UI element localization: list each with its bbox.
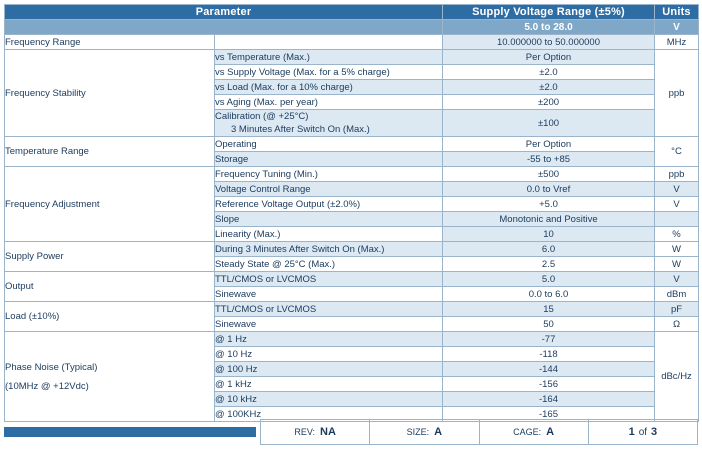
calibration-line2: 3 Minutes After Switch On (Max.): [231, 124, 370, 135]
unit-cell: [655, 212, 699, 227]
sub-cell: @ 100KHz: [215, 407, 443, 422]
header-units: Units: [655, 5, 699, 20]
footer-page: [589, 420, 697, 444]
param-phase-noise: [5, 332, 215, 422]
value-cell: -77: [443, 332, 655, 347]
value-cell: Per Option: [443, 137, 655, 152]
value-cell: 50: [443, 317, 655, 332]
sub-cell: @ 1 Hz: [215, 332, 443, 347]
subheader-supply-voltage-value: 5.0 to 28.0: [443, 20, 655, 35]
value-cell: -118: [443, 347, 655, 362]
value-cell: ±2.0: [443, 65, 655, 80]
specification-table: [4, 4, 699, 422]
footer-fields: [260, 419, 698, 445]
value-cell: 6.0: [443, 242, 655, 257]
cage-value: A: [546, 426, 555, 438]
calibration-line1: Calibration (@ +25°C): [215, 111, 309, 122]
rev-value: NA: [320, 426, 336, 438]
table-row: [5, 242, 699, 257]
table-row: [5, 272, 699, 287]
sub-cell: TTL/CMOS or LVCMOS: [215, 272, 443, 287]
unit-cell: V: [655, 197, 699, 212]
param-load: Load (±10%): [5, 302, 215, 332]
param-frequency-adjustment: Frequency Adjustment: [5, 167, 215, 242]
value-cell: +5.0: [443, 197, 655, 212]
page-current: 1: [628, 426, 635, 438]
unit-cell: V: [655, 272, 699, 287]
spec-sheet: [0, 4, 702, 449]
sub-cell: @ 1 kHz: [215, 377, 443, 392]
footer-cage: [480, 420, 589, 444]
unit-cell: dBm: [655, 287, 699, 302]
table-row: [5, 137, 699, 152]
footer-rev: [261, 420, 370, 444]
sub-cell-calibration: [215, 110, 443, 137]
value-cell: 15: [443, 302, 655, 317]
subheader-blank: [5, 20, 443, 35]
header-parameter: Parameter: [5, 5, 443, 20]
unit-cell: °C: [655, 137, 699, 167]
sub-cell: Steady State @ 25°C (Max.): [215, 257, 443, 272]
sub-cell: Slope: [215, 212, 443, 227]
value-cell: 2.5: [443, 257, 655, 272]
rev-label: REV:: [294, 427, 316, 437]
size-value: A: [434, 426, 443, 438]
sub-cell: Linearity (Max.): [215, 227, 443, 242]
cage-label: CAGE:: [513, 427, 542, 437]
value-cell: ±200: [443, 95, 655, 110]
param-supply-power: Supply Power: [5, 242, 215, 272]
sub-cell: Reference Voltage Output (±2.0%): [215, 197, 443, 212]
phase-noise-line2: (10MHz @ +12Vdc): [5, 380, 89, 392]
unit-cell: Ω: [655, 317, 699, 332]
value-cell: -144: [443, 362, 655, 377]
value-cell: 10: [443, 227, 655, 242]
value-cell: Per Option: [443, 50, 655, 65]
sub-cell: @ 10 kHz: [215, 392, 443, 407]
footer-accent-bar: [4, 427, 256, 437]
sub-cell: Frequency Tuning (Min.): [215, 167, 443, 182]
value-cell: 0.0 to 6.0: [443, 287, 655, 302]
unit-cell: W: [655, 257, 699, 272]
footer-size: [370, 420, 479, 444]
value-cell: ±500: [443, 167, 655, 182]
sub-blank: [215, 35, 443, 50]
sub-cell: Sinewave: [215, 287, 443, 302]
param-output: Output: [5, 272, 215, 302]
unit-cell: W: [655, 242, 699, 257]
param-temperature-range: Temperature Range: [5, 137, 215, 167]
param-frequency-range: Frequency Range: [5, 35, 215, 50]
value-cell: 0.0 to Vref: [443, 182, 655, 197]
value-cell: -55 to +85: [443, 152, 655, 167]
header-supply-voltage-range: Supply Voltage Range (±5%): [443, 5, 655, 20]
unit-cell: %: [655, 227, 699, 242]
value-cell: ±2.0: [443, 80, 655, 95]
table-header-row: [5, 5, 699, 20]
unit-cell: V: [655, 182, 699, 197]
unit-cell: ppb: [655, 50, 699, 137]
sub-cell: Voltage Control Range: [215, 182, 443, 197]
sub-cell: vs Supply Voltage (Max. for a 5% charge): [215, 65, 443, 80]
phase-noise-line1: Phase Noise (Typical): [5, 361, 98, 373]
value-cell: 10.000000 to 50.000000: [443, 35, 655, 50]
subheader-units-value: V: [655, 20, 699, 35]
table-subheader-row: [5, 20, 699, 35]
sub-cell: During 3 Minutes After Switch On (Max.): [215, 242, 443, 257]
value-cell: -165: [443, 407, 655, 422]
table-row: [5, 167, 699, 182]
sub-cell: Storage: [215, 152, 443, 167]
sub-cell: vs Aging (Max. per year): [215, 95, 443, 110]
page-separator: of: [638, 426, 648, 438]
value-cell: ±100: [443, 110, 655, 137]
value-cell: Monotonic and Positive: [443, 212, 655, 227]
page-total: 3: [651, 426, 658, 438]
table-row: [5, 35, 699, 50]
table-row: [5, 302, 699, 317]
sub-cell: Operating: [215, 137, 443, 152]
size-label: SIZE:: [406, 427, 430, 437]
param-frequency-stability: Frequency Stability: [5, 50, 215, 137]
value-cell: -156: [443, 377, 655, 392]
table-row: [5, 50, 699, 65]
sub-cell: TTL/CMOS or LVCMOS: [215, 302, 443, 317]
value-cell: -164: [443, 392, 655, 407]
unit-cell: pF: [655, 302, 699, 317]
sub-cell: @ 10 Hz: [215, 347, 443, 362]
sub-cell: Sinewave: [215, 317, 443, 332]
unit-cell: dBc/Hz: [655, 332, 699, 422]
table-row: [5, 332, 699, 347]
sub-cell: vs Load (Max. for a 10% charge): [215, 80, 443, 95]
unit-cell: MHz: [655, 35, 699, 50]
sub-cell: vs Temperature (Max.): [215, 50, 443, 65]
unit-cell: ppb: [655, 167, 699, 182]
document-footer: [4, 419, 698, 445]
sub-cell: @ 100 Hz: [215, 362, 443, 377]
value-cell: 5.0: [443, 272, 655, 287]
